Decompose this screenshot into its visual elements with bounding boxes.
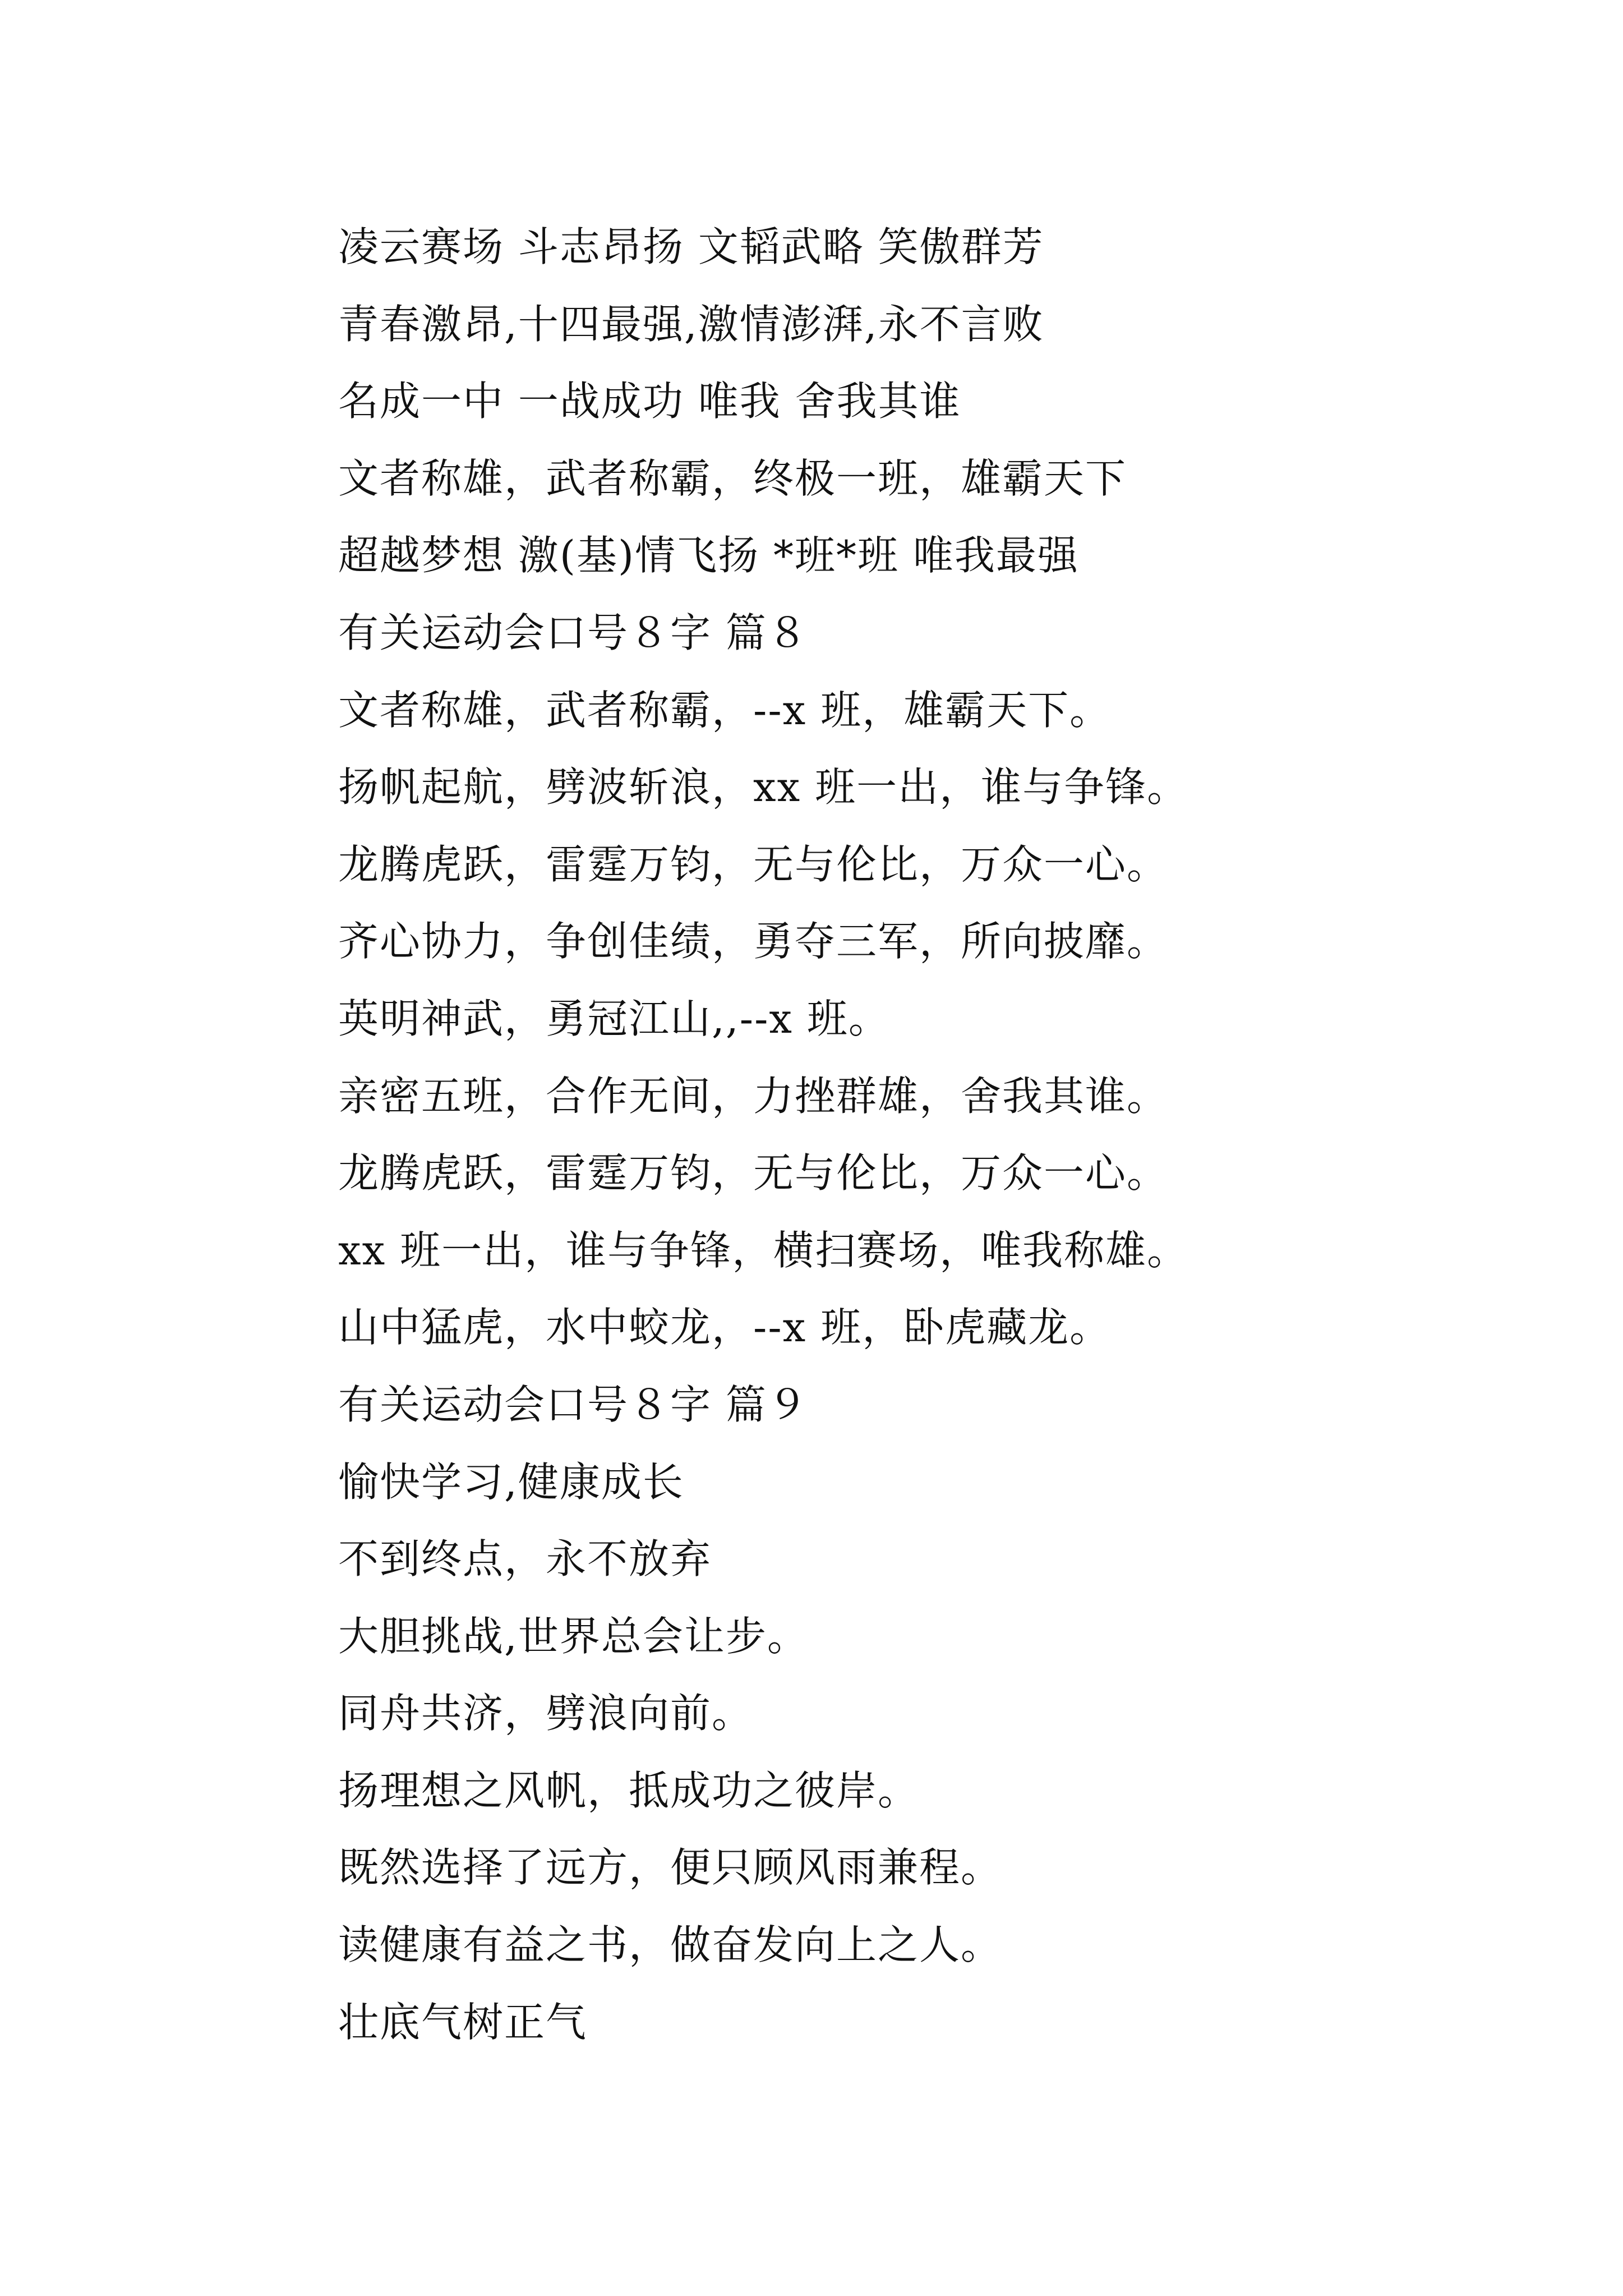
text-line: 扬理想之风帆，抵成功之彼岸。: [338, 1766, 920, 1814]
text-line: 齐心协力，争创佳绩，勇夺三军，所向披靡。: [338, 918, 1169, 965]
text-line: 英明神武，勇冠江山,,--x 班。: [338, 995, 890, 1042]
text-line: 同舟共济，劈浪向前。: [338, 1690, 754, 1737]
text-line: 文者称雄，武者称霸，终极一班，雄霸天下: [338, 454, 1127, 502]
text-line: 山中猛虎，水中蛟龙，--x 班，卧虎藏龙。: [338, 1304, 1112, 1351]
text-line: 大胆挑战,世界总会让步。: [338, 1612, 809, 1660]
text-line: 青春激昂,十四最强,激情澎湃,永不言败: [338, 300, 1044, 348]
text-line: 超越梦想 激(基)情飞扬 *班*班 唯我最强: [338, 532, 1079, 579]
text-line: 读健康有益之书，做奋发向上之人。: [338, 1921, 1003, 1969]
document-body: [338, 209, 1572, 2061]
text-line: 龙腾虎跃，雷霆万钧，无与伦比，万众一心。: [338, 840, 1169, 888]
text-line: 凌云赛场 斗志昂扬 文韬武略 笑傲群芳: [338, 223, 1044, 270]
section-heading: 有关运动会口号８字 篇９: [338, 1381, 809, 1428]
text-line: 龙腾虎跃，雷霆万钧，无与伦比，万众一心。: [338, 1149, 1169, 1197]
text-line: 愉快学习,健康成长: [338, 1458, 684, 1506]
text-line: 文者称雄，武者称霸，--x 班，雄霸天下。: [338, 686, 1112, 734]
text-line: 名成一中 一战成功 唯我 舍我其谁: [338, 378, 961, 425]
section-heading: 有关运动会口号８字 篇８: [338, 609, 809, 656]
text-line: 既然选择了远方，便只顾风雨兼程。: [338, 1844, 1003, 1892]
text-line: 亲密五班，合作无间，力挫群雄，舍我其谁。: [338, 1072, 1169, 1120]
text-line: 壮底气树正气: [338, 1998, 588, 2046]
text-line: 不到终点，永不放弃: [338, 1535, 712, 1583]
text-line: 扬帆起航，劈波斩浪，xx 班一出，谁与争锋。: [338, 763, 1189, 811]
text-line: xx 班一出，谁与争锋，横扫赛场，唯我称雄。: [338, 1226, 1189, 1274]
